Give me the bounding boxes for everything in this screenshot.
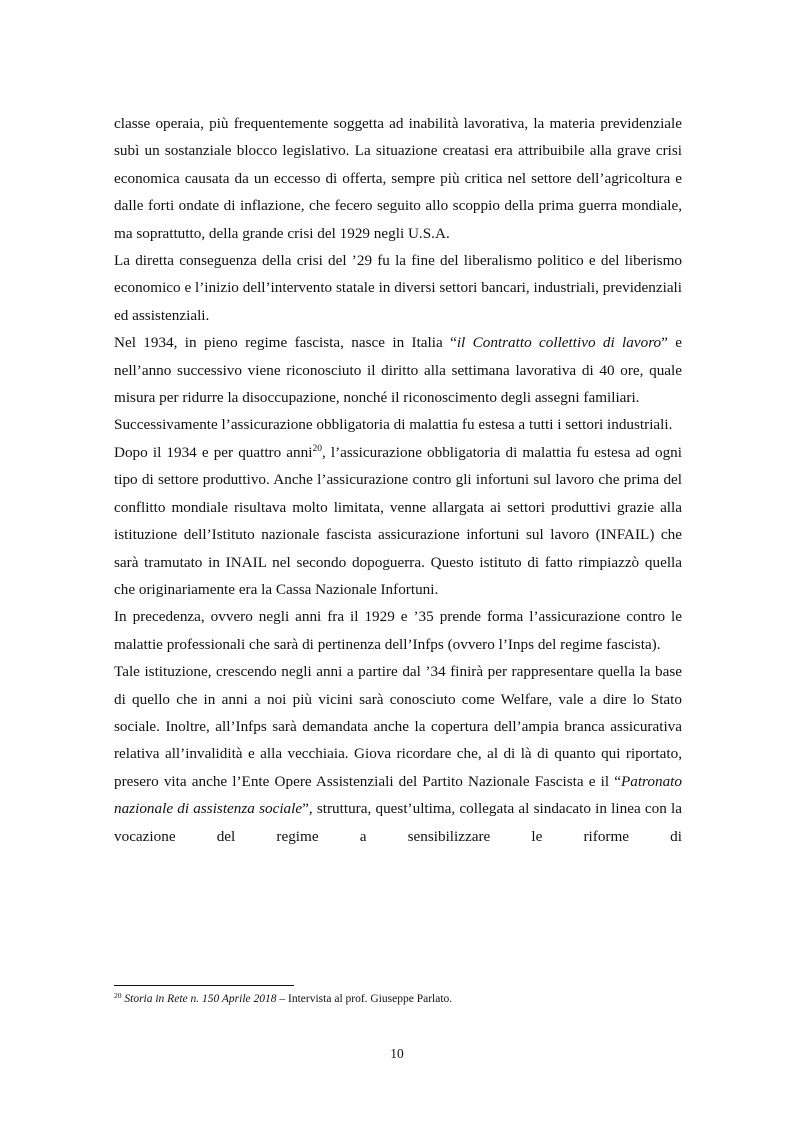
- footnote-reference[interactable]: 20: [312, 443, 322, 454]
- paragraph-text: Nel 1934, in pieno regime fascista, nasce in Italia “: [114, 334, 457, 352]
- paragraph-text: Dopo il 1934 e per quattro anni: [114, 443, 313, 461]
- paragraph-6: [114, 603, 682, 658]
- paragraph-text: Successivamente l’assicurazione obbligatoria di malattia fu estesa a tutti i settori industriali.: [114, 416, 673, 434]
- paragraph-text: classe operaia, più frequentemente soggetta ad inabilità lavorativa, la materia previdenziale subì un sostanziale blocco legislativo. La situazione creatasi era attribuibile alla grave crisi economica causata da un eccesso di offerta, sempre più critica nel settore dell’agricoltura e dalle forti ondate di inflazione, che fecero seguito allo scoppio della prima guerra mondiale, ma soprattutto, della grande crisi del 1929 negli U.S.A.: [114, 115, 682, 242]
- paragraph-2: [114, 247, 682, 329]
- footnote-source-title: Storia in Rete n. 150 Aprile 2018: [124, 993, 277, 1005]
- paragraph-7: [114, 658, 682, 850]
- paragraph-4: [114, 411, 682, 438]
- paragraph-5: [114, 439, 682, 603]
- paragraph-text: ”, struttura, quest’ultima, collegata al sindacato in linea con la vocazione del regime a sensibilizzare le riforme di: [114, 800, 682, 845]
- footnote-text: – Intervista al prof. Giuseppe Parlato.: [276, 993, 453, 1005]
- italic-title: il Contratto collettivo di lavoro: [456, 334, 662, 352]
- paragraph-text: La diretta conseguenza della crisi del ’29 fu la fine del liberalismo politico e del liberismo economico e l’inizio dell’intervento statale in diversi settori bancari, industriali, previdenziali ed assistenziali.: [114, 252, 682, 324]
- footnote: [114, 991, 682, 1007]
- body-text: [114, 110, 682, 850]
- paragraph-text: Tale istituzione, crescendo negli anni a partire dal ’34 finirà per rappresentare quella la base di quello che in anni a noi più vicini sarà conosciuto come Welfare, vale a dire lo Stato sociale. Inoltre, all’Infps sarà demandata anche la copertura dell’ampia branca assicurativa relativa all’invalidità e alla vecchiaia. Giova ricordare che, al di là di quanto qui riportato, presero vita anche l’Ente Opere Assistenziali del Partito Nazionale Fascista e il “: [114, 663, 682, 790]
- paragraph-text: In precedenza, ovvero negli anni fra il 1929 e ’35 prende forma l’assicurazione contro le malattie professionali che sarà di pertinenza dell’Infps (ovvero l’Inps del regime fascista).: [114, 608, 682, 653]
- footnote-separator: [114, 985, 294, 986]
- paragraph-text: , l’assicurazione obbligatoria di malattia fu estesa ad ogni tipo di settore produttivo. Anche l’assicurazione contro gli infortuni sul lavoro che prima del conflitto mondiale risultava molto limitata, venne allargata ai settori produttivi grazie alla istituzione dell’Istituto nazionale fascista assicurazione infortuni sul lavoro (INFAIL) che sarà tramutato in INAIL nel secondo dopoguerra. Questo istituto di fatto rimpiazzò quella che originariamente era la Cassa Nazionale Infortuni.: [114, 443, 682, 598]
- paragraph-1: [114, 110, 682, 247]
- footnote-number: 20: [114, 991, 122, 1000]
- page-number: 10: [390, 1046, 404, 1061]
- paragraph-text: ” e nell’anno successivo viene riconosciuto il diritto alla settimana lavorativa di 40 ore, quale misura per ridurre la disoccupazione, nonché il riconoscimento degli assegni familiari.: [114, 334, 682, 407]
- paragraph-3: [114, 329, 682, 411]
- italic-title: Patronato nazionale di assistenza sociale: [114, 772, 682, 818]
